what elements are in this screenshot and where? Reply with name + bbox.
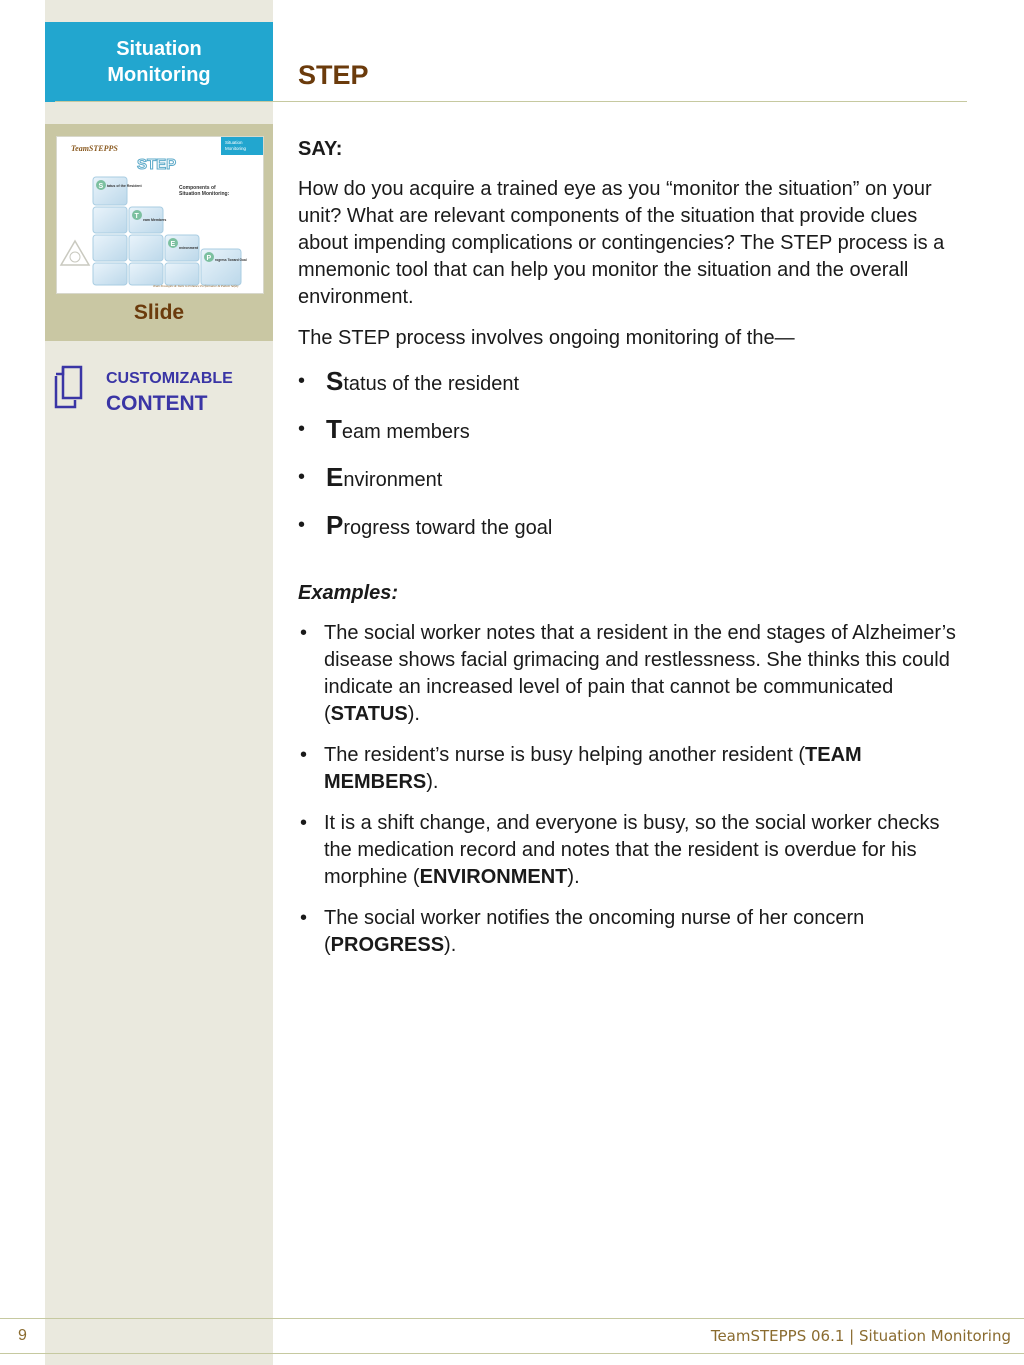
step-letter: S <box>326 366 344 396</box>
thumb-footer: Team Strategies & Tools to Enhance Performance & Patient Safety <box>153 284 239 288</box>
list-item <box>298 510 958 558</box>
svg-text:P: P <box>206 255 212 262</box>
list-item <box>298 810 958 891</box>
slide-label: Slide <box>133 301 185 324</box>
example-text-end: ). <box>567 866 580 888</box>
example-keyword: PROGRESS <box>330 934 445 956</box>
section-tab-line1: Situation <box>116 38 202 60</box>
section-tab <box>45 22 273 102</box>
step-lead-paragraph: The STEP process involves ongoing monitoring of the— <box>298 327 795 349</box>
bullet: • <box>300 812 308 834</box>
document-copy-icon <box>51 364 85 410</box>
thumb-heading: STEP <box>137 156 177 173</box>
svg-text:T: T <box>134 213 139 220</box>
example-text-end: ). <box>407 703 420 725</box>
svg-text:Situation: Situation <box>225 140 243 145</box>
example-text: The social worker notes that a resident in the end stages of Alzheimer’s disease shows facial grimacing and restlessness. She thinks this could indicate an increased level of pain that cannot be communicated ( <box>324 622 956 725</box>
section-tab-line2: Monitoring <box>107 64 211 86</box>
step-text: nvironment <box>343 469 443 491</box>
example-keyword: ENVIRONMENT <box>419 866 568 888</box>
bullet: • <box>300 744 308 766</box>
main-content <box>298 136 958 973</box>
footer-divider-bottom <box>0 1353 1024 1354</box>
intro-paragraph: How do you acquire a trained eye as you “monitor the situation” on your unit? What are relevant components of the situation that provide clues about impending complications or contingencies? The STEP process is a mnemonic tool that can help you monitor the situation and the overall environment. <box>298 178 945 308</box>
example-text: The social worker notifies the oncoming nurse of her concern ( <box>324 907 865 956</box>
step-text: eam members <box>341 421 470 443</box>
svg-text:E: E <box>170 241 176 248</box>
examples-list <box>298 620 958 959</box>
example-text-end: ). <box>426 771 439 793</box>
content-label: CONTENT <box>106 392 208 415</box>
step-text: tatus of the resident <box>343 373 520 395</box>
example-keyword: STATUS <box>330 703 408 725</box>
svg-text:Monitoring: Monitoring <box>225 146 247 151</box>
thumb-block-t: eam Members <box>143 218 167 222</box>
customizable-content <box>45 352 273 422</box>
slide-thumbnail <box>56 136 264 294</box>
slide-panel <box>45 124 273 341</box>
example-text: It is a shift change, and everyone is busy, so the social worker checks the medication record and notes that the resident is overdue for his morphine ( <box>324 812 940 888</box>
thumb-block-s: tatus of the Resident <box>107 184 142 188</box>
step-letter: T <box>326 414 342 444</box>
example-text-end: ). <box>444 934 457 956</box>
thumb-brand: TeamSTEPPS <box>71 144 118 153</box>
step-list <box>298 366 958 558</box>
list-item <box>298 905 958 959</box>
list-item <box>298 742 958 796</box>
bullet: • <box>298 418 306 440</box>
example-keyword: TEAM MEMBERS <box>324 744 862 793</box>
bullet: • <box>298 466 306 488</box>
page-number: 9 <box>18 1327 27 1344</box>
slide-thumbnail-graphic <box>57 137 263 293</box>
thumb-components-2: Situation Monitoring: <box>179 191 230 197</box>
bullet: • <box>298 370 306 392</box>
examples-heading: Examples: <box>298 582 399 604</box>
svg-text:S: S <box>98 183 104 190</box>
list-item <box>298 620 958 728</box>
footer-title: TeamSTEPPS 06.1 | Situation Monitoring <box>710 1327 1011 1345</box>
footer-divider-top <box>0 1318 1024 1319</box>
step-text: rogress toward the goal <box>343 517 553 539</box>
step-letter: E <box>326 462 344 492</box>
bullet: • <box>298 514 306 536</box>
say-label: SAY: <box>298 138 343 160</box>
step-letter: P <box>326 510 344 540</box>
page-title: STEP <box>298 60 369 90</box>
list-item <box>298 462 958 510</box>
bullet: • <box>300 907 308 929</box>
bullet: • <box>300 622 308 644</box>
list-item <box>298 366 958 414</box>
thumb-block-p: rogress Toward Goal <box>215 258 247 262</box>
title-divider <box>55 101 967 102</box>
thumb-block-e: nvironment <box>179 246 199 250</box>
customizable-label: CUSTOMIZABLE <box>106 370 233 387</box>
example-text: The resident’s nurse is busy helping another resident ( <box>324 744 806 766</box>
thumb-components-1: Components of <box>179 185 216 191</box>
list-item <box>298 414 958 462</box>
